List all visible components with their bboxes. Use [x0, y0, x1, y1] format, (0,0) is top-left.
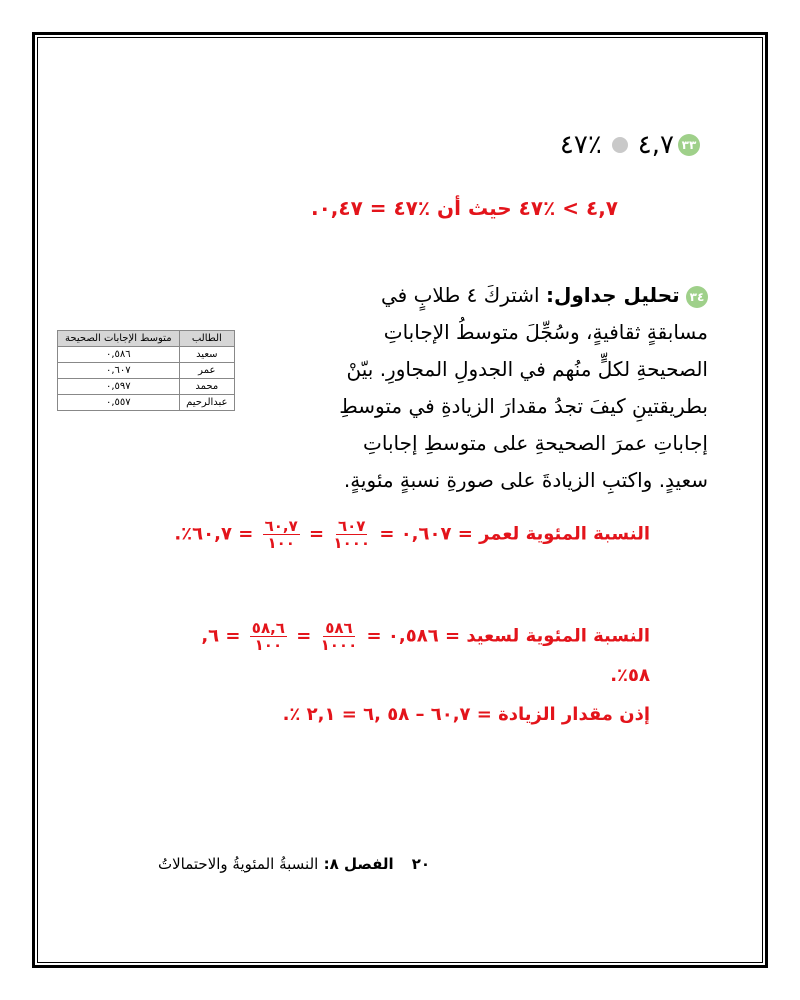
scores-table [57, 330, 235, 411]
table-header-row [58, 331, 235, 347]
q33-right-expression: ٪٤٧ [559, 130, 602, 160]
omar-fraction-hundred [263, 518, 300, 551]
omar-label: النسبة المئوية لعمر = [457, 523, 650, 545]
saeed-result-continued: ٥٨٪. [610, 665, 650, 686]
fraction-numerator: ٥٨,٦ [251, 619, 285, 637]
fraction-denominator: ١٠٠٠ [333, 534, 371, 552]
page-footer [158, 855, 430, 873]
question-number-badge: ٣٤ [686, 286, 708, 308]
fraction-numerator: ٥٨٦ [325, 619, 353, 637]
q34-text: اشتركَ ٤ طلابٍ في مسابقةٍ ثقافيةٍ، وسُجِّلَ متوسطُ الإجاباتِ الصحيحةِ لكلٍّ منُهم في الجدولِ المجاورِ. بيّنْ بطريقتينِ كيفَ تجدُ مقدارَ الزيادةِ في متوسطِ إجاباتِ عمرَ الصحيحةِ على متوسطِ إجاباتِ سعيدٍ. واكتبِ الزيادةَ على صورةِ نسبةٍ مئويةٍ. [339, 283, 708, 492]
saeed-label: النسبة المئوية لسعيد = [444, 625, 650, 647]
omar-fraction-thousand [333, 518, 370, 551]
table-cell: ٠,٦٠٧ [58, 363, 180, 379]
increase-result: إذن مقدار الزيادة = ٦٠,٧ – ٥٨ ,٦ = ٢,١ ٪. [282, 704, 650, 725]
chapter-title: النسبةُ المئويةُ والاحتمالاتُ [157, 855, 319, 873]
table-cell: سعيد [179, 347, 234, 363]
table-row [58, 347, 235, 363]
saeed-fraction-hundred [250, 620, 287, 653]
question-33 [560, 130, 700, 160]
fraction-denominator: ١٠٠ [267, 534, 295, 552]
question-34 [328, 277, 708, 499]
q33-left-expression: ٤,٧ [637, 130, 674, 160]
fraction-numerator: ٦٠,٧ [264, 517, 298, 535]
table-header: متوسط الإجابات الصحيحة [58, 331, 180, 347]
saeed-decimal: ٠,٥٨٦ = [366, 625, 439, 647]
fraction-denominator: ١٠٠٠ [320, 636, 358, 654]
fraction-numerator: ٦٠٧ [338, 517, 366, 535]
q34-lead: تحليل جداول: [545, 283, 680, 307]
table-cell: ٠,٥٥٧ [58, 395, 180, 411]
page-number: ٢٠ [411, 855, 430, 873]
saeed-fraction-thousand [321, 620, 358, 653]
table-row [58, 379, 235, 395]
table-row [58, 395, 235, 411]
table-cell: ٠,٥٩٧ [58, 379, 180, 395]
q33-answer: ٤,٧ > ٪٤٧ حيث أن ٪٤٧ = ٠,٤٧. [310, 196, 618, 220]
question-number-badge: ٣٣ [678, 134, 700, 156]
omar-decimal: ٠,٦٠٧ = [379, 523, 452, 545]
saeed-result: = ٦, [201, 625, 241, 647]
table-cell: ٠,٥٨٦ [58, 347, 180, 363]
chapter-label: الفصل ٨: [323, 855, 394, 873]
page-frame-inner [37, 37, 763, 963]
fraction-denominator: ١٠٠ [254, 636, 283, 654]
table-cell: عبدالرحيم [179, 395, 234, 411]
table-cell: محمد [179, 379, 234, 395]
table-row [58, 363, 235, 379]
comparison-blank-circle [612, 137, 628, 153]
table-header: الطالب [179, 331, 234, 347]
omar-result: = ٦٠,٧٪. [174, 523, 254, 545]
table-cell: عمر [179, 363, 234, 379]
omar-percentage-line: النسبة المئوية لعمر = ٠,٦٠٧ = $\frac{٦٠٧}{١٠٠٠}$ = $\frac{٦٠,٧}{١٠٠}$ = ٦٠,٧٪. [174, 517, 650, 552]
saeed-percentage-line: النسبة المئوية لسعيد = ٠,٥٨٦ = $\frac{٥٨٦}{١٠٠٠}$ = $\frac{٥٨,٦}{١٠٠}$ = ٦, [201, 619, 650, 654]
